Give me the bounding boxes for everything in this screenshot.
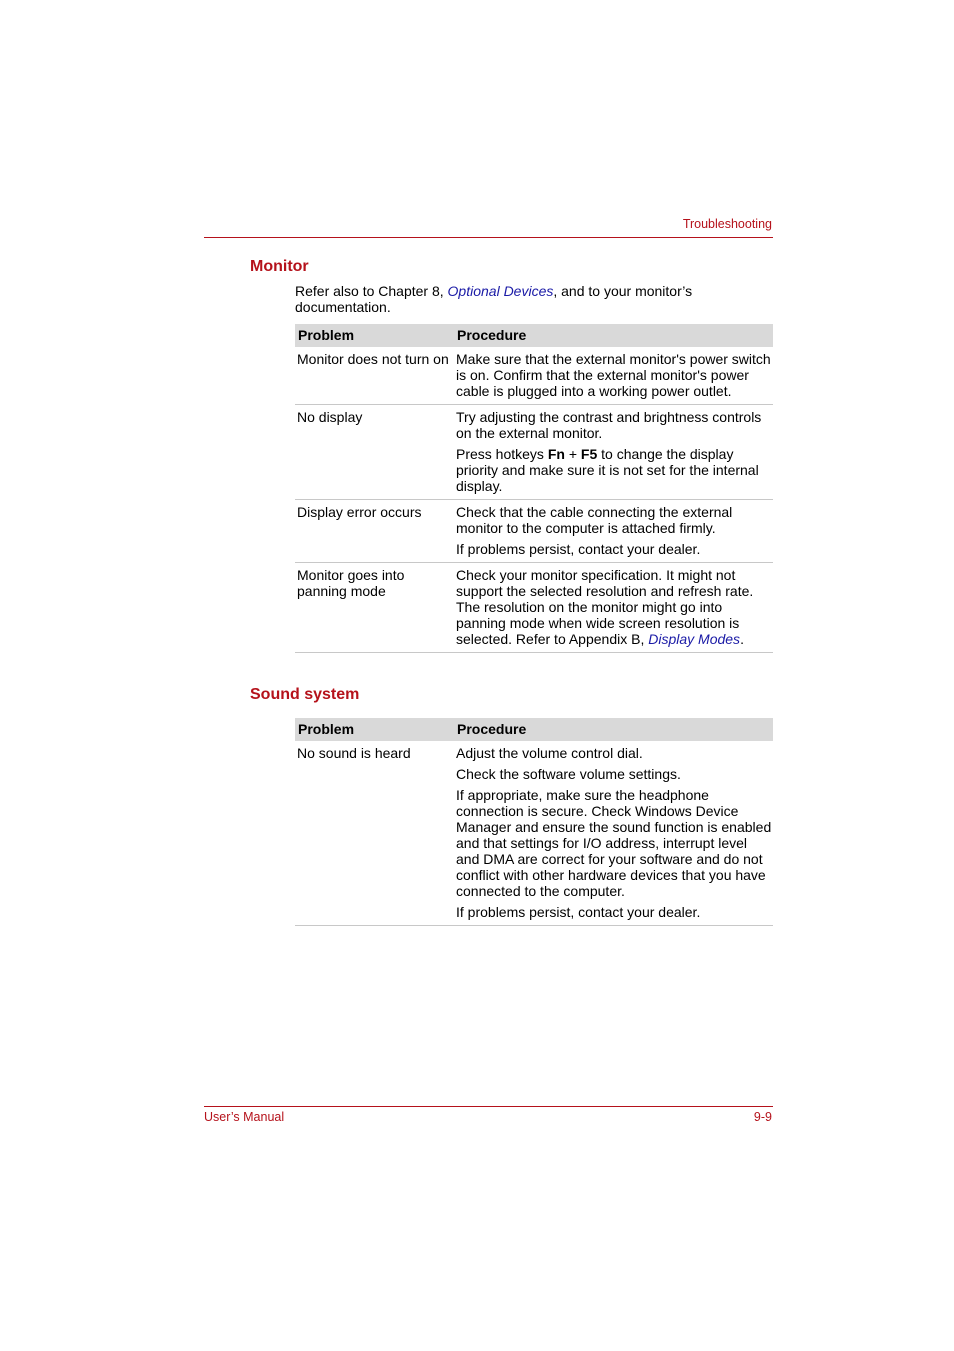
problem-cell: No sound is heard: [295, 741, 454, 926]
monitor-table: [295, 324, 773, 653]
table-row: [295, 563, 773, 653]
procedure-cell: Adjust the volume control dial. Check the software volume settings. If appropriate, make sure the headphone connection is secure. Check Windows Device Manager and ensure the sound function is enabled and that settings for I/O address, interrupt level and DMA are correct for your software and do not conflict with other hardware devices that you have connected to the computer. If problems persist, contact your dealer.: [454, 741, 773, 926]
problem-cell: No display: [295, 405, 454, 500]
table-row: [295, 741, 773, 926]
problem-cell: Monitor goes into panning mode: [295, 563, 454, 653]
column-header-procedure: Procedure: [454, 324, 773, 347]
table-header-row: [295, 718, 773, 741]
procedure-cell: Make sure that the external monitor's power switch is on. Confirm that the external monitor's power cable is plugged into a working power outlet.: [454, 347, 773, 405]
column-header-problem: Problem: [295, 324, 454, 347]
optional-devices-link[interactable]: Optional Devices: [447, 283, 554, 299]
f5-key: F5: [580, 446, 598, 462]
table-header-row: [295, 324, 773, 347]
problem-cell: Monitor does not turn on: [295, 347, 454, 405]
fn-key: Fn: [547, 446, 565, 462]
sound-table: [295, 718, 773, 926]
running-header: Troubleshooting: [682, 217, 772, 231]
monitor-section-title: Monitor: [250, 258, 309, 275]
column-header-problem: Problem: [295, 718, 454, 741]
footer-rule: [204, 1106, 773, 1107]
column-header-procedure: Procedure: [454, 718, 773, 741]
procedure-cell: Check your monitor specification. It might not support the selected resolution and refresh rate. The resolution on the monitor might go into panning mode when wide screen resolution is selected. Refer to Appendix B, Display Modes.: [454, 563, 773, 653]
monitor-intro: Refer also to Chapter 8, Optional Devices, and to your monitor’s documentation.: [295, 283, 693, 315]
table-row: [295, 500, 773, 563]
problem-cell: Display error occurs: [295, 500, 454, 563]
procedure-cell: Try adjusting the contrast and brightness controls on the external monitor. Press hotkeys Fn + F5 to change the display priority and make sure it is not set for the internal display.: [454, 405, 773, 500]
page-number: 9-9: [753, 1110, 772, 1124]
footer-manual-title: User’s Manual: [204, 1110, 285, 1124]
display-modes-link[interactable]: Display Modes: [648, 631, 741, 647]
table-row: [295, 347, 773, 405]
table-row: [295, 405, 773, 500]
header-rule: [204, 237, 773, 238]
procedure-cell: Check that the cable connecting the external monitor to the computer is attached firmly. If problems persist, contact your dealer.: [454, 500, 773, 563]
sound-section-title: Sound system: [250, 686, 360, 703]
